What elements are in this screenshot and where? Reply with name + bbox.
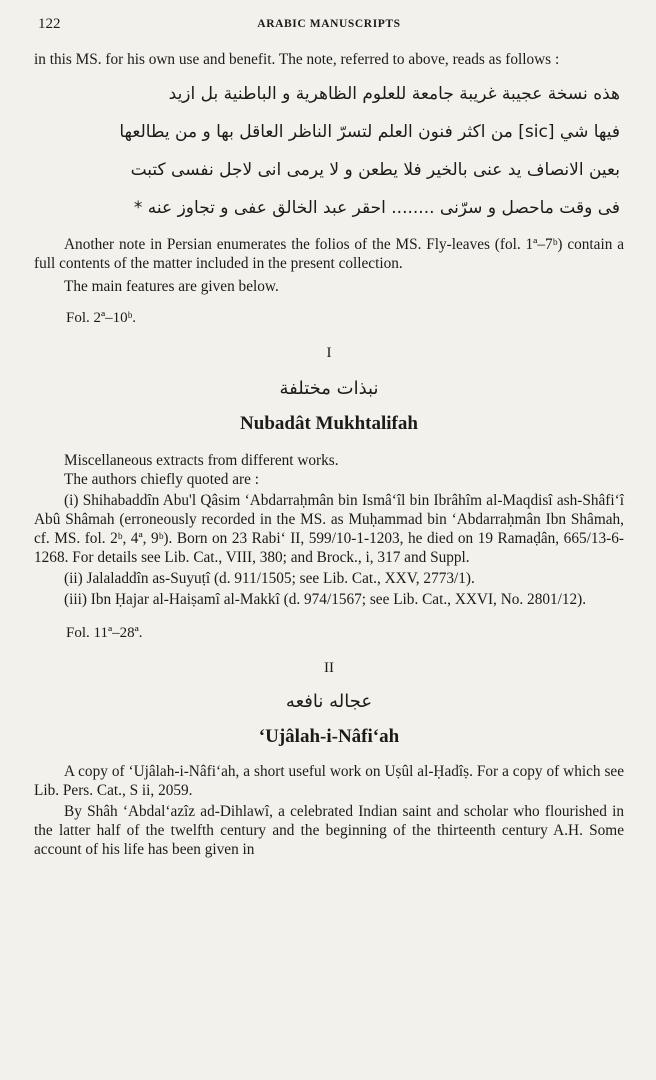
section1-arabic-title: نبذات مختلفة [279, 378, 379, 399]
section2-arabic-title: عجاله نافعه [285, 691, 373, 712]
persian-note-paragraph: Another note in Persian enumerates the folios of the MS. Fly-leaves (fol. 1ª–7ᵇ) contain a full contents of the matter included in the present collection. [34, 236, 624, 272]
section1-author-item-2: (ii) Jalaladdîn as-Suyuṭî (d. 911/1505; see Lib. Cat., XXV, 2773/1). [64, 570, 475, 587]
section1-authors-intro: The authors chiefly quoted are : [64, 471, 259, 488]
arabic-note-line-3: بعين الانصاف يد عنى بالخير فلا يطعن و لا يرمى انى لاجل نفسى كتبت [130, 160, 620, 180]
section1-description: Miscellaneous extracts from different works. [64, 452, 339, 469]
section2-latin-title: ʻUjâlah-i-Nâfiʻah [258, 726, 400, 747]
arabic-note [34, 75, 620, 227]
arabic-note-line-4: فى وقت ماحصل و سرّنى ........ احقر عبد الخالق عفى و تجاوز عنه * [133, 198, 620, 218]
main-features-line: The main features are given below. [64, 278, 279, 295]
section1-latin-title: Nubadât Mukhtalifah [240, 413, 418, 434]
section2-roman-numeral: II [324, 660, 334, 676]
section2-folio: Fol. 11ª–28ª. [66, 625, 143, 641]
section1-author-item-3: (iii) Ibn Ḥajar al-Haiṣamî al-Makkî (d. 974/1567; see Lib. Cat., XXVI, No. 2801/12). [64, 591, 587, 608]
section1-roman-numeral: I [326, 345, 332, 361]
arabic-note-line-2: فيها شي [sic] من اكثر فنون العلم لتسرّ الناظر العاقل بها و من يطالعها [119, 122, 620, 142]
arabic-note-line-1: هذه نسخة عجيبة غريبة جامعة للعلوم الظاهرية و الباطنية بل ازيد [168, 84, 620, 104]
page-number: 122 [38, 16, 61, 32]
running-title: ARABIC MANUSCRIPTS [257, 18, 401, 30]
section1-author-item-1: (i) Shihabaddîn Abu'l Qâsim ʻAbdarraḥmân bin Ismâʻîl bin Ibrâhîm al-Maqdisî ash-Shâfiʻî Abû Shâmah (erroneously recorded in the MS. as Muḥammad bin ʻAbdarraḥmân Ibn Shâmah, cf. MS. fol. 2ᵇ, 4ª, 9ᵇ). Born on 23 Rabiʻ II, 599/10-1-1203, he died on 19 Ramaḍân, 665/13-6-1268. For details see Lib. Cat., VIII, 380; and Brock., i, 317 and Suppl. [34, 492, 624, 566]
intro-paragraph: in this MS. for his own use and benefit. The note, referred to above, reads as follows : [34, 51, 560, 68]
section2-paragraph-1: A copy of ʻUjâlah-i-Nâfiʻah, a short useful work on Uṣûl al-Ḥadîṣ. For a copy of which see Lib. Pers. Cat., S ii, 2059. [34, 763, 624, 799]
section1-folio: Fol. 2ª–10ᵇ. [66, 310, 137, 326]
section2-paragraph-2: By Shâh ʻAbdalʻazîz ad-Dihlawî, a celebrated Indian saint and scholar who flourished in the latter half of the twelfth century and the beginning of the thirteenth century A.H. Some account of his life has been given in [34, 803, 624, 858]
running-head [34, 14, 624, 38]
